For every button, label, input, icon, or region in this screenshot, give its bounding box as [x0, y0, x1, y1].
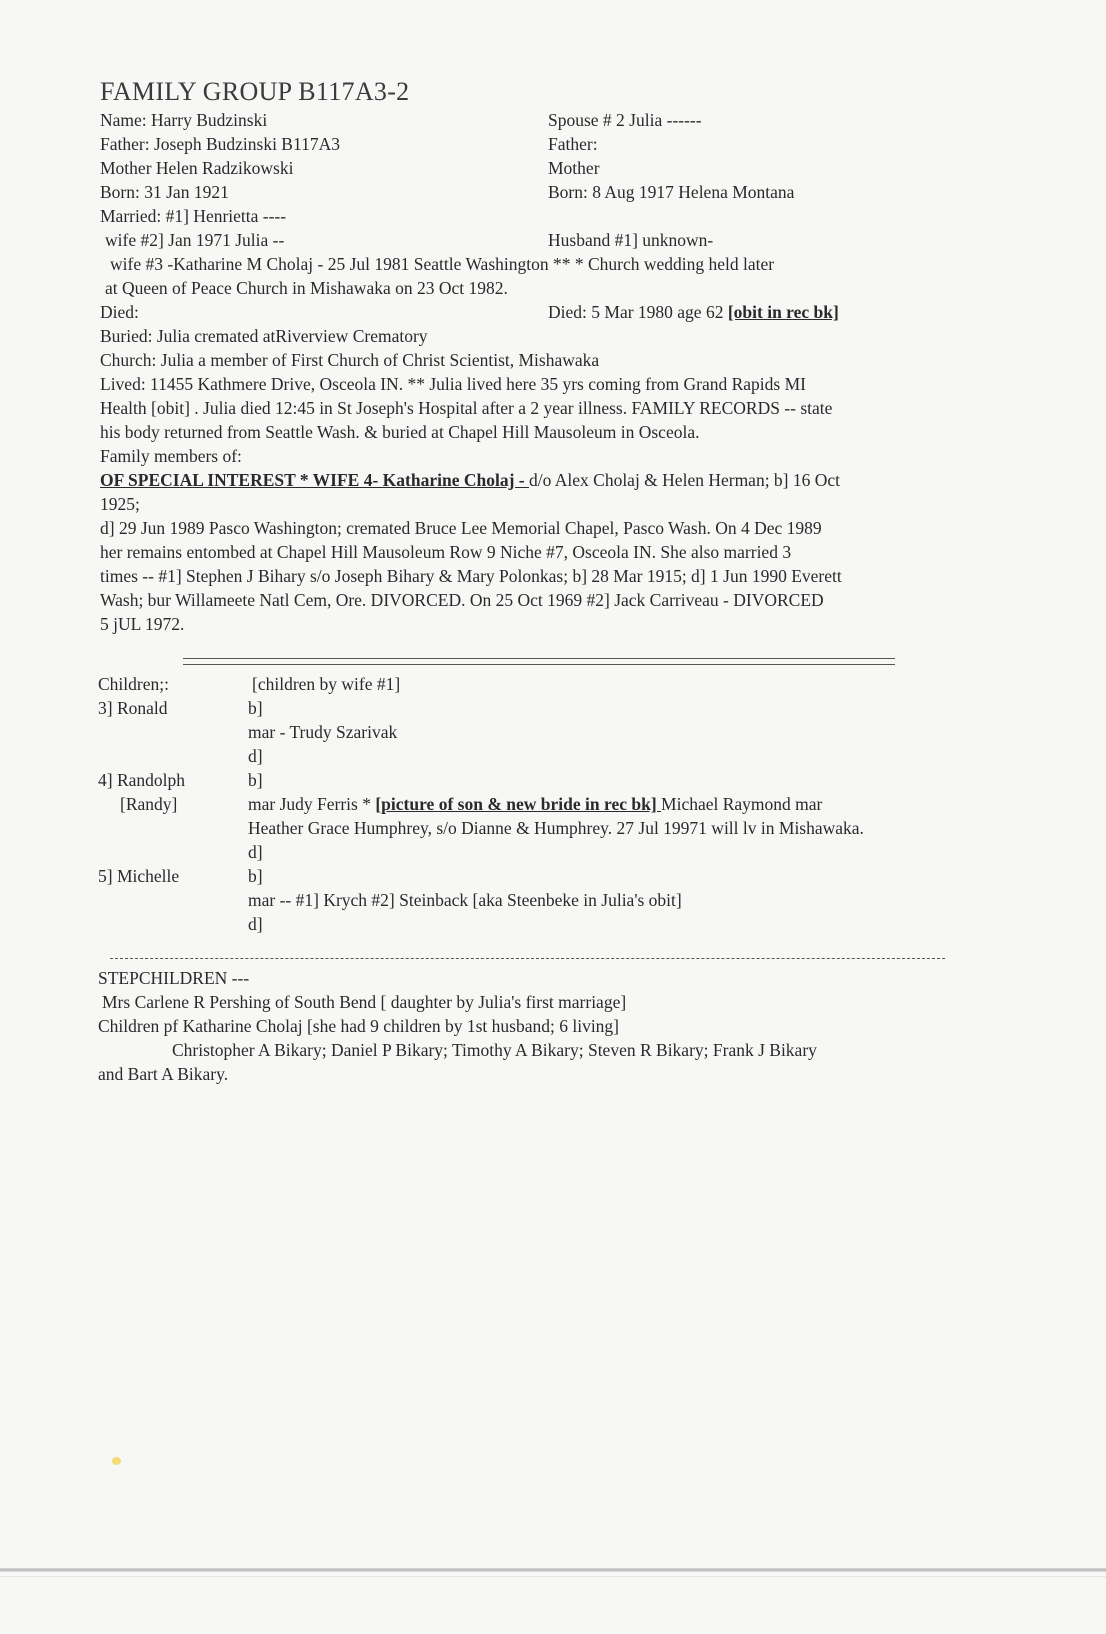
spouse-father-line: Father:	[548, 134, 598, 154]
child-randolph-line2: Heather Grace Humphrey, s/o Dianne & Humphrey. 27 Jul 19971 will lv in Mishawaka.	[248, 818, 864, 838]
scan-edge-shadow	[0, 1576, 1106, 1577]
child-michelle-name: 5] Michelle	[98, 866, 180, 886]
child-michelle-marriage: mar -- #1] Krych #2] Steinback [aka Steenbeke in Julia's obit]	[248, 890, 682, 910]
picture-reference: [picture of son & new bride in rec bk]	[375, 794, 662, 814]
randolph-marriage-text: mar Judy Ferris *	[248, 794, 376, 814]
spouse-born-line: Born: 8 Aug 1917 Helena Montana	[548, 182, 795, 202]
obit-reference: [obit in rec bk]	[727, 302, 839, 322]
children-note: [children by wife #1]	[252, 674, 401, 694]
double-rule-divider	[183, 658, 895, 665]
randolph-marriage-rest: Michael Raymond mar	[661, 794, 823, 814]
stepchildren-line-4: and Bart A Bikary.	[98, 1064, 229, 1084]
child-michelle-died: d]	[248, 914, 263, 934]
stepchildren-heading: STEPCHILDREN ---	[98, 968, 250, 988]
child-ronald-died: d]	[248, 746, 263, 766]
scan-stain	[112, 1457, 121, 1465]
church-wedding-line: at Queen of Peace Church in Mishawaka on 23 Oct 1982.	[105, 278, 508, 298]
children-label: Children;:	[98, 674, 169, 694]
family-members-line: Family members of:	[100, 446, 242, 466]
special-line-3: d] 29 Jun 1989 Pasco Washington; cremated Bruce Lee Memorial Chapel, Pasco Wash. On 4 Dec 1989	[100, 518, 822, 538]
child-michelle-born: b]	[248, 866, 263, 886]
stepchildren-line-3: Christopher A Bikary; Daniel P Bikary; Timothy A Bikary; Steven R Bikary; Frank J Bikary	[172, 1040, 817, 1060]
stepchildren-line-1: Mrs Carlene R Pershing of South Bend [ daughter by Julia's first marriage]	[102, 992, 627, 1012]
dashed-rule-divider	[110, 958, 945, 959]
spouse-mother-line: Mother	[548, 158, 600, 178]
special-line-4: her remains entombed at Chapel Hill Mausoleum Row 9 Niche #7, Osceola IN. She also married 3	[100, 542, 792, 562]
died-line: Died:	[100, 302, 139, 322]
name-line: Name: Harry Budzinski	[100, 110, 268, 130]
special-line-6: Wash; bur Willameete Natl Cem, Ore. DIVORCED. On 25 Oct 1969 #2] Jack Carriveau - DIVORCED	[100, 590, 824, 610]
spouse-died-line	[548, 300, 839, 324]
child-randolph-marriage	[248, 792, 822, 816]
child-randolph-nickname: [Randy]	[120, 794, 178, 814]
wife2-line: wife #2] Jan 1971 Julia --	[105, 230, 285, 250]
health-line: Health [obit] . Julia died 12:45 in St Joseph's Hospital after a 2 year illness. FAMILY RECORDS -- state	[100, 398, 833, 418]
child-ronald-name: 3] Ronald	[98, 698, 168, 718]
father-line: Father: Joseph Budzinski B117A3	[100, 134, 340, 154]
page-title: FAMILY GROUP B117A3-2	[100, 77, 410, 106]
wife3-line: wife #3 -Katharine M Cholaj - 25 Jul 1981 Seattle Washington ** * Church wedding held later	[110, 254, 775, 274]
lived-line: Lived: 11455 Kathmere Drive, Osceola IN. ** Julia lived here 35 yrs coming from Grand Rapids MI	[100, 374, 806, 394]
married-line: Married: #1] Henrietta ----	[100, 206, 287, 226]
born-line: Born: 31 Jan 1921	[100, 182, 229, 202]
buried-line: Buried: Julia cremated atRiverview Crematory	[100, 326, 428, 346]
special-line-7: 5 jUL 1972.	[100, 614, 185, 634]
child-randolph-died: d]	[248, 842, 263, 862]
church-line: Church: Julia a member of First Church of Christ Scientist, Mishawaka	[100, 350, 600, 370]
spouse-line: Spouse # 2 Julia ------	[548, 110, 702, 130]
stepchildren-line-2: Children pf Katharine Cholaj [she had 9 children by 1st husband; 6 living]	[98, 1016, 620, 1036]
special-interest-text: d/o Alex Cholaj & Helen Herman; b] 16 Oct	[528, 470, 841, 490]
special-line-2: 1925;	[100, 494, 140, 514]
spouse-husband-line: Husband #1] unknown-	[548, 230, 714, 250]
spouse-died-text: Died: 5 Mar 1980 age 62	[548, 302, 728, 322]
special-interest-line	[100, 468, 840, 492]
scan-edge-line	[0, 1568, 1106, 1572]
child-randolph-name: 4] Randolph	[98, 770, 186, 790]
body-returned-line: his body returned from Seattle Wash. & buried at Chapel Hill Mausoleum in Osceola.	[100, 422, 700, 442]
child-randolph-born: b]	[248, 770, 263, 790]
special-line-5: times -- #1] Stephen J Bihary s/o Joseph Bihary & Mary Polonkas; b] 28 Mar 1915; d] 1 Jun 1990 Everett	[100, 566, 842, 586]
child-ronald-marriage: mar - Trudy Szarivak	[248, 722, 398, 742]
child-ronald-born: b]	[248, 698, 263, 718]
special-interest-heading: OF SPECIAL INTEREST * WIFE 4- Katharine Cholaj -	[100, 470, 529, 490]
mother-line: Mother Helen Radzikowski	[100, 158, 294, 178]
